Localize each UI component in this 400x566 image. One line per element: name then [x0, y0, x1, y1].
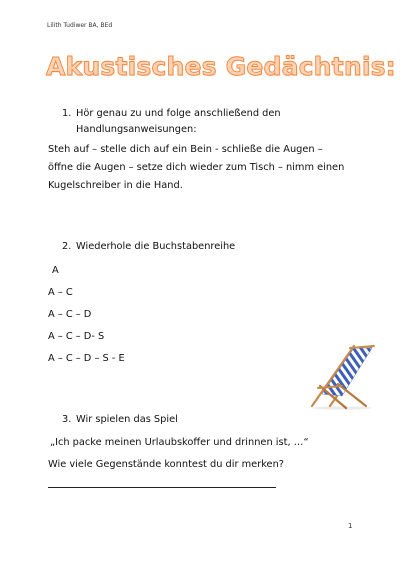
- letter-row-4: A – C – D- S: [48, 331, 105, 342]
- author-header: Lilith Tudiwer BA, BEd: [47, 22, 113, 29]
- beach-chair-image: [302, 340, 382, 410]
- task1-number: 1.: [62, 108, 72, 119]
- task2-number: 2.: [62, 241, 72, 252]
- task1-heading-line1: Hör genau zu und folge anschließend den: [76, 108, 281, 119]
- letter-row-1: A: [52, 265, 59, 276]
- task3-question: Wie viele Gegenstände konntest du dir merken?: [48, 459, 284, 470]
- task3-number: 3.: [62, 414, 72, 425]
- task1-instructions-line1: Steh auf – stelle dich auf ein Bein - schließe die Augen –: [48, 144, 323, 155]
- task1-heading-line2: Handlungsanweisungen:: [76, 124, 197, 135]
- task3-heading: Wir spielen das Spiel: [76, 414, 178, 425]
- letter-row-5: A – C – D – S - E: [48, 353, 125, 364]
- letter-row-3: A – C – D: [48, 309, 92, 320]
- answer-line[interactable]: [48, 487, 276, 488]
- page-number: 1: [348, 522, 353, 530]
- task2-heading: Wiederhole die Buchstabenreihe: [76, 241, 236, 252]
- worksheet-title: Akustisches Gedächtnis:: [46, 52, 396, 81]
- letter-row-2: A – C: [48, 287, 73, 298]
- task1-instructions-line2: öffne die Augen – setze dich wieder zum Tisch – nimm einen: [48, 162, 345, 173]
- task3-quote: „Ich packe meinen Urlaubskoffer und drinnen ist, …“: [50, 437, 309, 448]
- task1-instructions-line3: Kugelschreiber in die Hand.: [48, 180, 183, 191]
